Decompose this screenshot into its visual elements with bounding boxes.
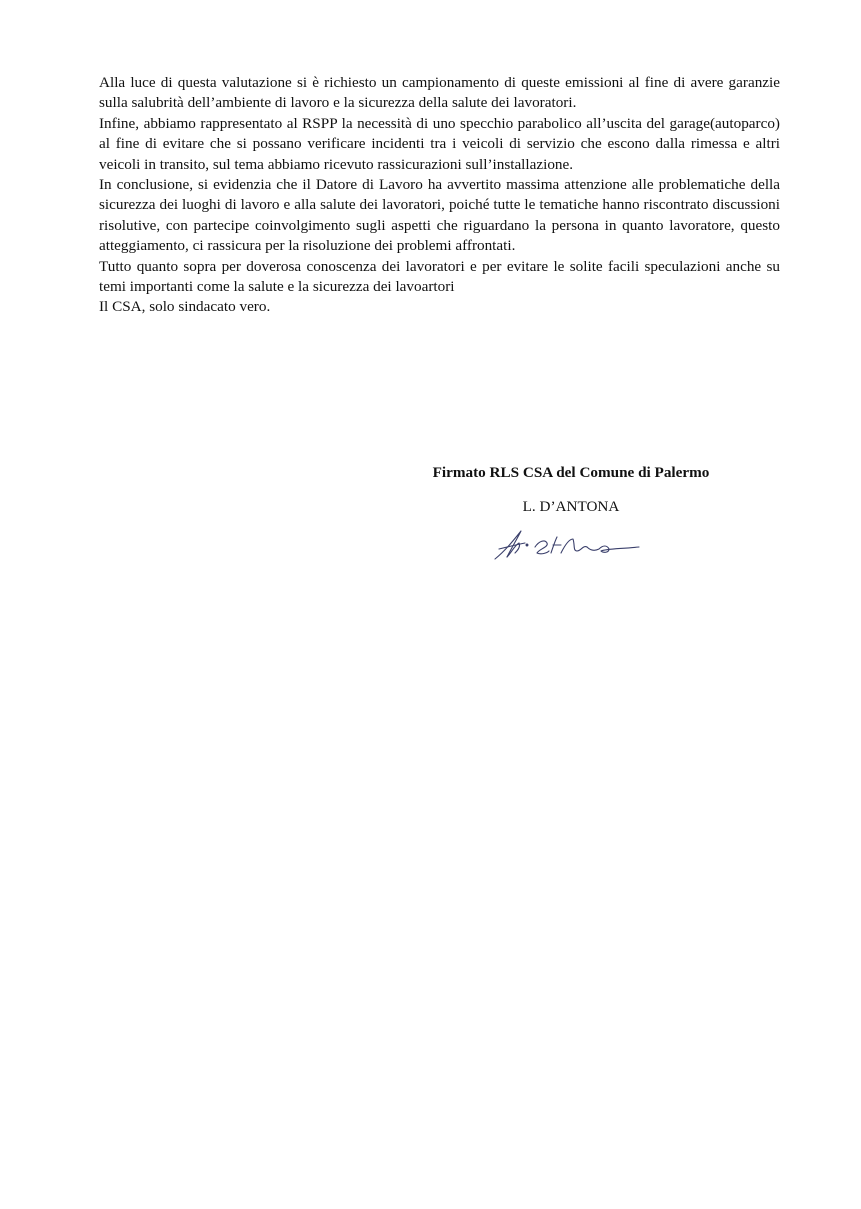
paragraph-emissions: Alla luce di questa valutazione si è richiesto un campionamento di queste emissioni al fine di avere garanzie sulla salubrità dell’ambiente di lavoro e la sicurezza della salute dei lavoratori.: [99, 74, 780, 112]
signatory-name: L. D’ANTONA: [522, 498, 620, 515]
document-body: [99, 73, 780, 318]
paragraph-conclusion: In conclusione, si evidenzia che il Datore di Lavoro ha avvertito massima attenzione alle problematiche della sicurezza dei luoghi di lavoro e alla salute dei lavoratori, poiché tutte le tematiche hanno riscontrato discussioni risolutive, con partecipe coinvolgimento sugli aspetti che riguardano la persona in quanto lavoratore, questo atteggiamento, ci rassicura per la risoluzione dei problemi affrontati.: [99, 176, 780, 255]
paragraph-information: Tutto quanto sopra per doverosa conoscenza dei lavoratori e per evitare le solite facili speculazioni anche su temi importanti come la salute e la sicurezza dei lavoartori: [99, 257, 780, 296]
signature-block: [380, 463, 762, 563]
paragraph-mirror: Infine, abbiamo rappresentato al RSPP la necessità di uno specchio parabolico all’uscita del garage(autoparco) al fine di evitare che si possano verificare incidenti tra i veicoli di servizio che escono dalla rimessa e altri veicoli in transito, sul tema abbiamo ricevuto rassicurazioni sull’installazione.: [99, 114, 780, 173]
paragraph-closing: Il CSA, solo sindacato vero.: [99, 298, 271, 316]
signature-title: Firmato RLS CSA del Comune di Palermo: [432, 464, 710, 481]
handwritten-signature: [491, 523, 651, 563]
